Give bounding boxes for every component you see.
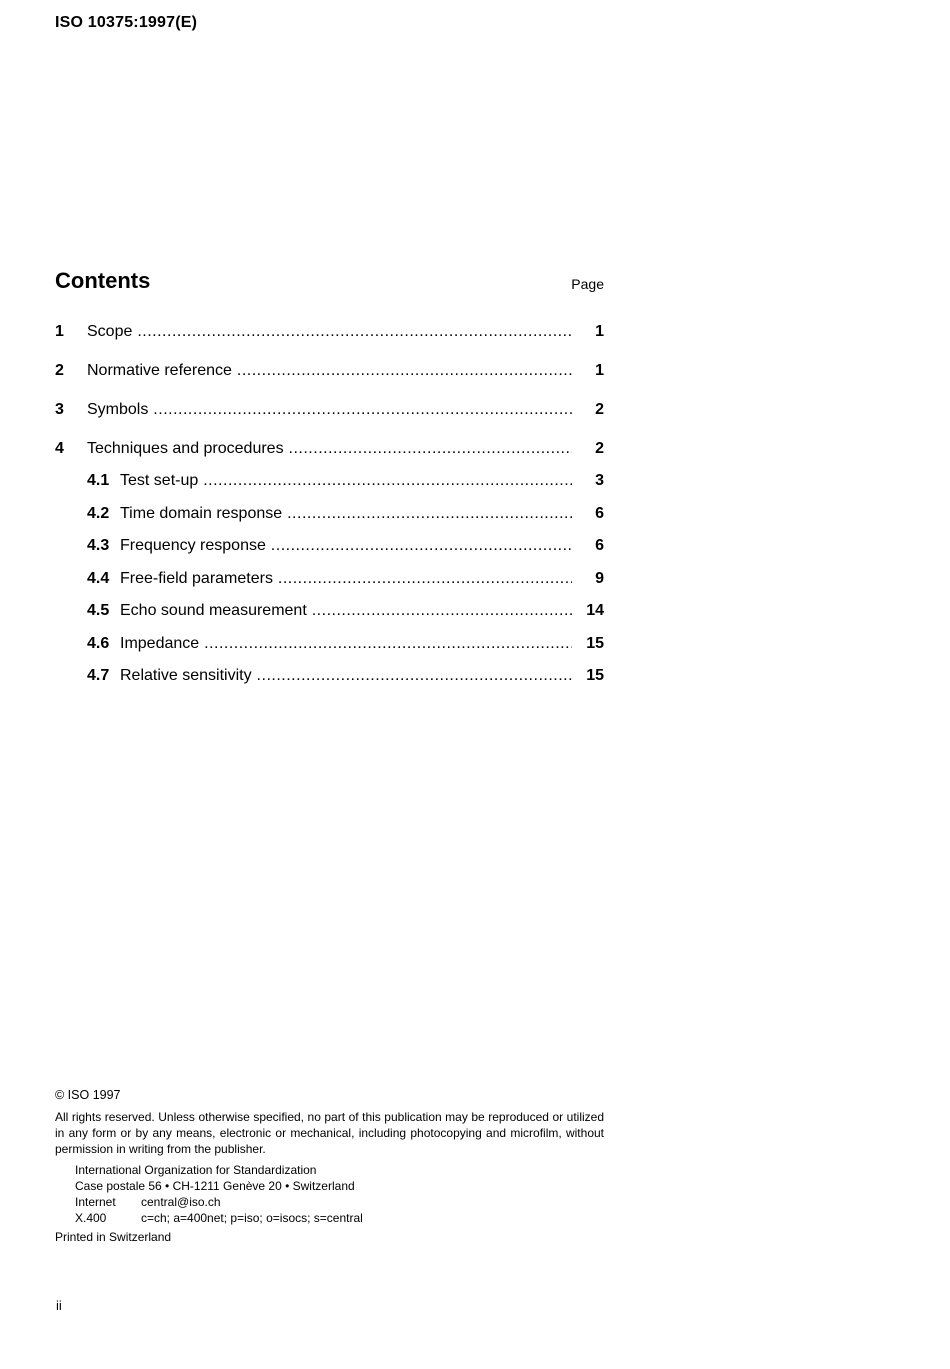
toc-entry-title: Frequency response ..... [120, 535, 572, 557]
toc-entry-number: 3 [55, 401, 64, 418]
toc-entry-page: 2 [595, 401, 604, 418]
toc-entry-title: Time domain response ..... [120, 503, 572, 525]
toc-entry-title: Impedance ..... [120, 633, 572, 655]
toc-entry-number: 1 [55, 323, 64, 340]
toc-subentry[interactable] [55, 568, 604, 590]
page-number: ii [56, 1298, 62, 1313]
toc-entry-page: 14 [586, 602, 604, 619]
toc-entry-page: 9 [595, 570, 604, 587]
toc-entry-number: 4.4 [87, 570, 110, 587]
contents-title: Contents [55, 268, 151, 293]
toc-entry-number: 4.6 [87, 635, 110, 652]
postal-address: Case postale 56 • CH-1211 Genève 20 • Switzerland [75, 1179, 355, 1193]
toc-entry-page: 2 [595, 440, 604, 457]
toc-entry-title: Echo sound measurement ..... [120, 600, 572, 622]
toc-entry-page: 6 [595, 537, 604, 554]
document-id: ISO 10375:1997(E) [55, 14, 198, 31]
x400-label: X.400 [75, 1211, 107, 1225]
x400-address: c=ch; a=400net; p=iso; o=isocs; s=central [141, 1211, 363, 1225]
toc-entry-title: Scope ..... [87, 321, 572, 343]
rights-statement: All rights reserved. Unless otherwise specified, no part of this publication may be reproduced or utilized in any form or by any means, electronic or mechanical, including photocopying and microfilm, without permission in writing from the publisher. [55, 1110, 604, 1156]
toc-entry-page: 3 [595, 472, 604, 489]
toc-entry[interactable] [55, 321, 604, 343]
printed-in: Printed in Switzerland [55, 1230, 172, 1244]
toc-entry-title: Relative sensitivity ..... [120, 665, 572, 687]
toc-subentry[interactable] [55, 633, 604, 655]
toc-entry-title: Test set-up ..... [120, 470, 572, 492]
organization-name: International Organization for Standardization [75, 1163, 317, 1177]
toc-entry-number: 4.3 [87, 537, 110, 554]
toc-subentry[interactable] [55, 535, 604, 557]
toc-entry-title: Free-field parameters ..... [120, 568, 572, 590]
toc-entry-number: 4.2 [87, 505, 110, 522]
toc-entry-title: Normative reference ..... [87, 360, 572, 382]
toc-entry[interactable] [55, 360, 604, 382]
toc-entry-page: 15 [586, 635, 604, 652]
internet-label: Internet [75, 1195, 116, 1209]
internet-address[interactable]: central@iso.ch [141, 1195, 221, 1209]
toc-entry-title: Symbols ..... [87, 399, 572, 421]
toc-subentry[interactable] [55, 665, 604, 687]
toc-entry-number: 4.7 [87, 667, 110, 684]
toc-entry-number: 4.5 [87, 602, 110, 619]
toc-entry-page: 15 [586, 667, 604, 684]
toc-entry-number: 4.1 [87, 472, 110, 489]
toc-entry-number: 2 [55, 362, 64, 379]
copyright-notice: © ISO 1997 [55, 1088, 121, 1102]
page-column-label: Page [571, 276, 604, 292]
toc-entry[interactable] [55, 399, 604, 421]
toc-subentry[interactable] [55, 503, 604, 525]
toc-subentry[interactable] [55, 470, 604, 492]
toc-subentry[interactable] [55, 600, 604, 622]
x400-contact [75, 1210, 363, 1226]
internet-contact [75, 1194, 363, 1210]
toc-entry-page: 1 [595, 323, 604, 340]
toc-entry-page: 6 [595, 505, 604, 522]
toc-entry-title: Techniques and procedures ..... [87, 438, 572, 460]
toc-entry[interactable] [55, 438, 604, 460]
toc-entry-page: 1 [595, 362, 604, 379]
publisher-contact [75, 1162, 363, 1226]
toc-entry-number: 4 [55, 440, 64, 457]
